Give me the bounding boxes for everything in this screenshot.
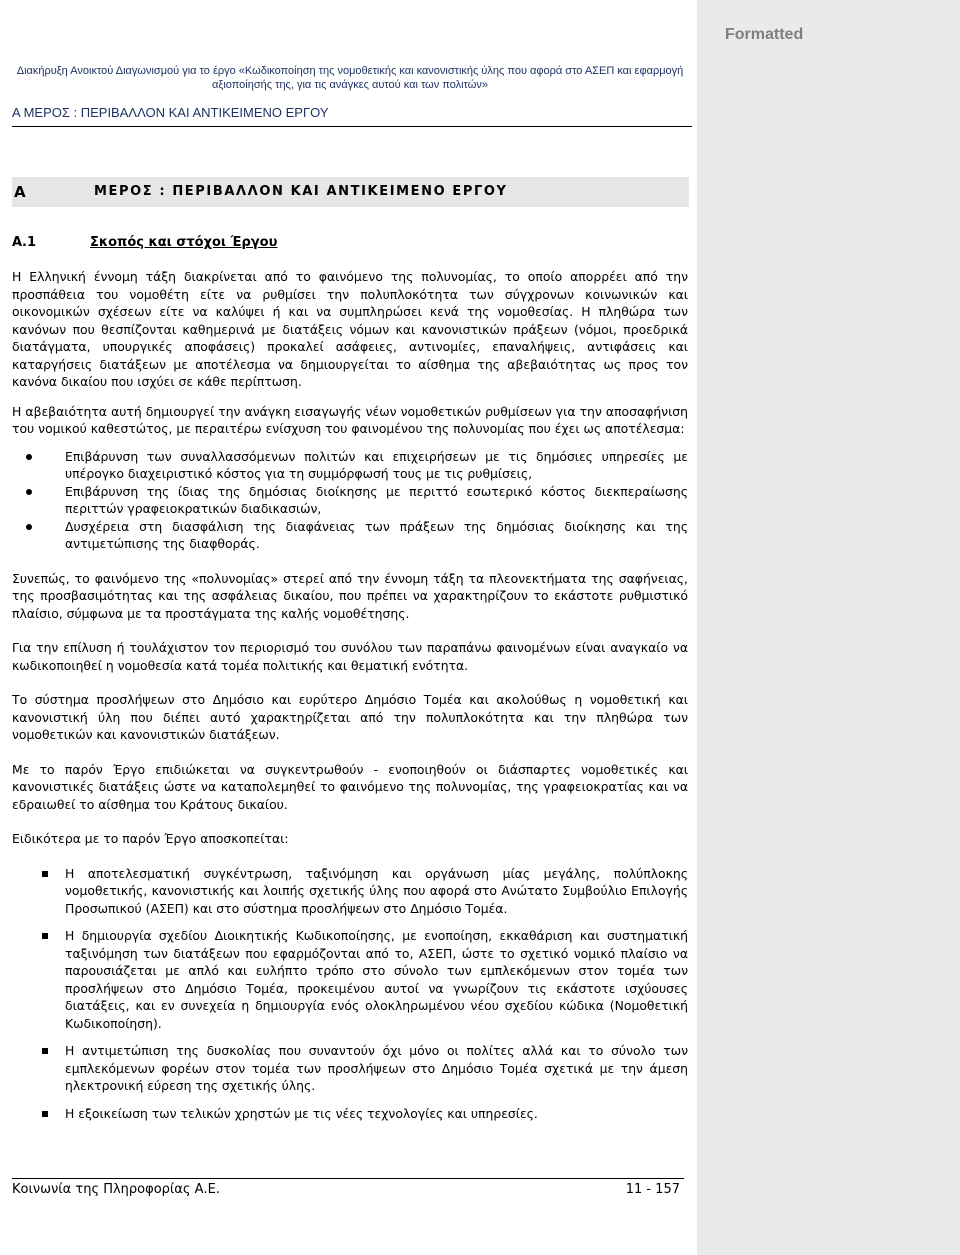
comment-sidebar bbox=[697, 0, 960, 1255]
list-item: Η αποτελεσματική συγκέντρωση, ταξινόμηση και οργάνωση μίας μεγάλης, πολύπλοκης νομοθετικής, κανονιστικής και λοιπής σχετικής ύλης που αφορά στο Ανώτατο Συμβούλιο Επιλογής Προσωπικού (ΑΣΕΠ) και στο σύστημα προσλήψεων στο Δημόσιο Τομέα. bbox=[12, 865, 688, 918]
list-item: Η εξοικείωση των τελικών χρηστών με τις νέες τεχνολογίες και υπηρεσίες. bbox=[12, 1105, 688, 1123]
list-item: Επιβάρυνση της ίδιας της δημόσιας διοίκησης με περιττό εσωτερικό κόστος διεκπεραίωσης περιττών γραφειοκρατικών διαδικασιών, bbox=[12, 483, 688, 518]
running-header-line-2: αξιοποίησής της, για τις ανάγκες αυτού και των πολιτών» bbox=[212, 79, 488, 91]
consequences-list bbox=[12, 448, 688, 553]
page-footer bbox=[12, 1178, 684, 1197]
subsection-title: Σκοπός και στόχοι Έργου bbox=[90, 235, 278, 250]
part-title: ΜΕΡΟΣ : ΠΕΡΙΒΑΛΛΟΝ ΚΑΙ ΑΝΤΙΚΕΙΜΕΝΟ ΕΡΓΟΥ bbox=[94, 184, 508, 199]
subsection-number: Α.1 bbox=[12, 235, 37, 250]
part-letter: Α bbox=[14, 183, 26, 201]
running-header bbox=[12, 64, 688, 92]
paragraph: Συνεπώς, το φαινόμενο της «πολυνομίας» στερεί από την έννομη τάξη τα πλεονεκτήματα της σαφήνειας, της προσβασιμότητας και της ασφάλειας δικαίου, που πρέπει να χαρακτηρίζουν το εκάστοτε ρυθμιστικό πλαίσιο, σύμφωνα με τα προστάγματα της καλής νομοθέτησης. bbox=[12, 570, 688, 621]
paragraph: Με το παρόν Έργο επιδιώκεται να συγκεντρωθούν - ενοποιηθούν οι διάσπαρτες νομοθετικές και κανονιστικές διατάξεις ώστε να καταπολεμηθεί το φαινόμενο της πολυνομίας, της γραφειοκρατίας και να εδραιωθεί το αίσθημα του Κράτους δικαίου. bbox=[12, 761, 688, 812]
paragraph: Για την επίλυση ή τουλάχιστον τον περιορισμό του συνόλου των παραπάνω φαινομένων είναι αναγκαίο να κωδικοποιηθεί η νομοθεσία κατά τομέα πολιτικής και θεματική ενότητα. bbox=[12, 640, 688, 673]
footer-page-number: 11 - 157 bbox=[625, 1182, 680, 1197]
running-header-line-1: Διακήρυξη Ανοικτού Διαγωνισμού για το έργο «Κωδικοποίηση της νομοθετικής και κανονιστικής ύλης που αφορά στο ΑΣΕΠ και εφαρμογή bbox=[16, 65, 684, 77]
paragraph: Το σύστημα προσλήψεων στο Δημόσιο και ευρύτερο Δημόσιο Τομέα και ακολούθως η νομοθετική και κανονιστική ύλη που διέπει αυτό χαρακτηρίζεται από την πολυπλοκότητα και την πληθώρα των νομοθετικών και κανονιστικών διατάξεων. bbox=[12, 692, 688, 742]
footer-company: Κοινωνία της Πληροφορίας Α.Ε. bbox=[12, 1182, 221, 1197]
list-item: Η αντιμετώπιση της δυσκολίας που συναντούν όχι μόνο οι πολίτες αλλά και το σύνολο των εμπλεκόμενων φορέων στον τομέα των προσλήψεων στο Δημόσιο Τομέα σχετικά με την άμεση ηλεκτρονική εύρεση της σχετικής ύλης. bbox=[12, 1042, 688, 1095]
formatted-label: Formatted bbox=[725, 26, 804, 43]
paragraph: Η αβεβαιότητα αυτή δημιουργεί την ανάγκη εισαγωγής νέων νομοθετικών ρυθμίσεων για την αποσαφήνιση του νομικού καθεστώτος, με περαιτέρω ενίσχυση του φαινομένου της πολυνομίας που έχει ως αποτέλεσμα: bbox=[12, 403, 688, 436]
paragraph: Ειδικότερα με το παρόν Έργο αποσκοπείται: bbox=[12, 831, 289, 846]
header-section-label: Α ΜΕΡΟΣ : ΠΕΡΙΒΑΛΛΟΝ ΚΑΙ ΑΝΤΙΚΕΙΜΕΝΟ ΕΡΓΟΥ bbox=[12, 105, 329, 120]
paragraph: Η Ελληνική έννομη τάξη διακρίνεται από το φαινόμενο της πολυνομίας, το οποίο απορρέει από την προσπάθεια του νομοθέτη είτε να ρυθμίσει την πολυπλοκότητα των σύγχρονων κοινωνικών και οικονομικών σχέσεων είτε να καλύψει ή και να συμπληρώσει κενά της νομοθεσίας. Η πληθώρα των κανόνων που θεσπίζονται καθημερινά με διατάξεις νόμων και κανονιστικών πράξεων (νόμοι, προεδρικά διατάγματα, υπουργικές αποφάσεις) προκαλεί ασάφειες, αντινομίες, επαναλήψεις, αντιφάσεις και καταργήσεις διατάξεων με αποτέλεσμα να δημιουργείται το αίσθημα της αβεβαιότητας ως προς τον κανόνα δικαίου που ισχύει σε κάθε περίπτωση. bbox=[12, 269, 688, 389]
list-item: Επιβάρυνση των συναλλασσόμενων πολιτών και επιχειρήσεων με τις δημόσιες υπηρεσίες με υπέρογκο διαχειριστικό κόστος για τη συμμόρφωσή τους με τις ρυθμίσεις, bbox=[12, 448, 688, 483]
header-divider bbox=[12, 126, 692, 127]
objectives-list bbox=[12, 865, 688, 1123]
list-item: Δυσχέρεια στη διασφάλιση της διαφάνειας των πράξεων της δημόσιας διοίκησης και της αντιμετώπισης της διαφθοράς. bbox=[12, 518, 688, 553]
document-body bbox=[12, 268, 688, 1132]
part-heading bbox=[12, 177, 689, 207]
list-item: Η δημιουργία σχεδίου Διοικητικής Κωδικοποίησης, με ενοποίηση, εκκαθάριση και συστηματική ταξινόμηση των διατάξεων που εφαρμόζονται από το, ΑΣΕΠ, ώστε το σχετικό νομικό πλαίσιο να παρουσιάζεται με απλό και ευλήπτο τρόπο στο σύνολο των εμπλεκόμενων στον τομέα των προσλήψεων στο Δημόσιο Τομέα, προκειμένου αυτοί να γνωρίζουν τις εκάστοτε ισχύουσες διατάξεις, και εν συνεχεία η δημιουργία ενός ολοκληρωμένου νέου σχεδίου κώδικα (Νομοθετική Κωδικοποίηση). bbox=[12, 927, 688, 1032]
